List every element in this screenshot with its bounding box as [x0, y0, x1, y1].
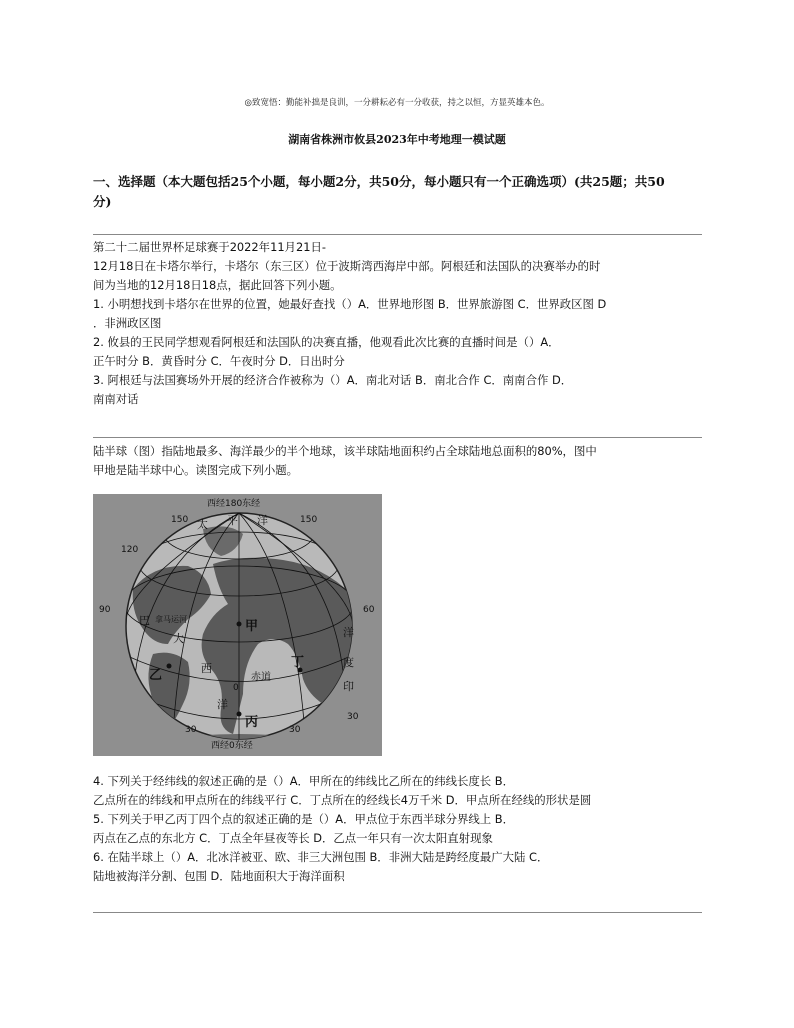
divider — [93, 234, 702, 235]
place-label: 拿马运河 — [155, 615, 187, 624]
question-3-cont: 南南对话 — [93, 392, 139, 406]
question-5: 5. 下列关于甲乙丙丁四个点的叙述正确的是（）A．甲点位于东西半球分界线上 B． — [93, 812, 514, 826]
question-group-1 — [93, 238, 705, 409]
globe-figure — [93, 494, 382, 756]
place-label: 洋 — [257, 514, 268, 527]
motto: ◎致宽悟：勤能补拙是良训，一分耕耘必有一分收获，持之以恒，方显英雄本色。 — [244, 98, 550, 108]
place-label: 巴 — [139, 614, 150, 627]
section-heading — [93, 172, 703, 212]
place-label: 西 — [201, 662, 212, 675]
place-label: 太 — [197, 518, 208, 531]
point-label: 甲 — [245, 619, 259, 634]
question-3: 3. 阿根廷与法国赛场外开展的经济合作被称为（）A．南北对话 B．南北合作 C．南南合作 D． — [93, 373, 573, 387]
text-line: 12月18日在卡塔尔举行，卡塔尔（东三区）位于波斯湾西海岸中部。阿根廷和法国队的决赛举办的时 — [93, 259, 601, 273]
degree-label: 30 — [289, 725, 301, 735]
text-line: 甲地是陆半球中心。读图完成下列小题。 — [93, 463, 299, 477]
point-label: 丙 — [245, 715, 259, 730]
place-label: 平 — [227, 514, 238, 527]
question-group-2-intro — [93, 442, 705, 480]
text-line: 第二十二届世界杯足球赛于2022年11月21日- — [93, 240, 326, 254]
place-label: 度 — [343, 656, 354, 669]
degree-label: 60 — [363, 605, 375, 615]
degree-label: 30 — [185, 725, 197, 735]
place-label: 赤道 — [251, 672, 271, 683]
degree-label: 30 — [347, 712, 359, 722]
section-heading-line: 分) — [93, 194, 112, 209]
place-label: 洋 — [343, 626, 354, 639]
degree-label: 150 — [300, 515, 318, 525]
question-4-cont: 乙点所在的纬线和甲点所在的纬线平行 C．丁点所在的经线长4万千米 D．甲点所在经线的形状是圆 — [93, 793, 592, 807]
divider — [93, 912, 702, 913]
degree-label: 90 — [99, 605, 111, 615]
page-title: 湖南省株洲市攸县2023年中考地理一模试题 — [288, 133, 506, 146]
question-1-cont: ．非洲政区图 — [93, 316, 162, 330]
question-6: 6. 在陆半球上（）A．北冰洋被亚、欧、非三大洲包围 B．非洲大陆是跨经度最广大陆 C． — [93, 850, 549, 864]
question-2-cont: 正午时分 B．黄昏时分 C．午夜时分 D．日出时分 — [93, 354, 345, 368]
question-1: 1. 小明想找到卡塔尔在世界的位置，她最好查找（）A．世界地形图 B．世界旅游图 C．世界政区图 D — [93, 297, 607, 311]
degree-label: 120 — [121, 545, 139, 555]
question-4: 4. 下列关于经纬线的叙述正确的是（）A．甲所在的纬线比乙所在的纬线长度长 B． — [93, 774, 514, 788]
divider — [93, 437, 702, 438]
place-label: 印 — [343, 680, 354, 693]
map-top-label: 西经180东经 — [207, 499, 261, 509]
question-6-cont: 陆地被海洋分割、包围 D．陆地面积大于海洋面积 — [93, 869, 345, 883]
place-label: 大 — [173, 632, 184, 645]
land-hemisphere-map — [93, 494, 382, 756]
question-2: 2. 攸县的王民同学想观看阿根廷和法国队的决赛直播，他观看此次比赛的直播时间是（）A． — [93, 335, 560, 349]
point-label: 乙 — [149, 668, 163, 683]
text-line: 间为当地的12月18日18点，据此回答下列小题。 — [93, 278, 342, 292]
degree-label: 150 — [171, 515, 189, 525]
place-label: 洋 — [217, 698, 228, 711]
question-5-cont: 丙点在乙点的东北方 C．丁点全年昼夜等长 D．乙点一年只有一次太阳直射现象 — [93, 831, 493, 845]
text-line: 陆半球（图）指陆地最多、海洋最少的半个地球，该半球陆地面积约占全球陆地总面积的80%，图中 — [93, 444, 597, 458]
question-group-2 — [93, 772, 705, 886]
map-bottom-label: 西经0东经 — [211, 741, 253, 751]
degree-label: 0 — [233, 683, 239, 693]
section-heading-line: 一、选择题（本大题包括25个小题，每小题2分，共50分，每小题只有一个正确选项）(共25题；共50 — [93, 174, 665, 189]
point-label: 丁 — [291, 655, 305, 670]
